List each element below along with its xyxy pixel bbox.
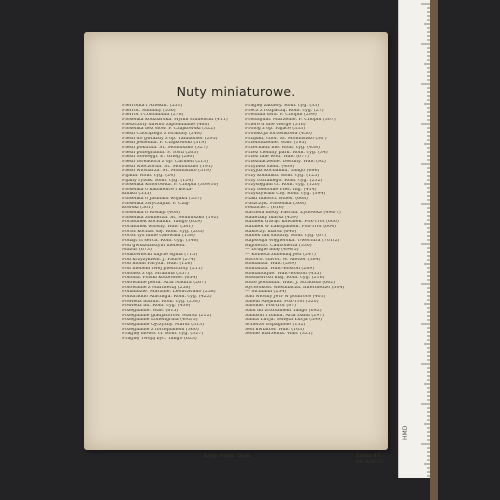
list-item: Senne marzenia. Walc (321) (245, 332, 313, 337)
list-item: Pragnę zabawy. Rom. cyg. (33) (245, 104, 320, 108)
list-item: Pijana. Rom. cyg. (24) (122, 173, 176, 178)
list-item: Rachela kiedy Pascha. Żydówka (496/7) (245, 211, 341, 216)
list-item: Romantique. Walc-Boston (455) (245, 271, 322, 276)
list-item: Sam mi zrozumiem Tango (692) (245, 308, 322, 313)
list-item: Pijany rybak. Rom. cyg. (124) (122, 178, 194, 183)
list-item: Polowanie perła. Aria Nadira (267) (122, 280, 207, 285)
list-item: Pedzicie... (616) (245, 206, 284, 211)
list-item: Radetzky marsz (459) (245, 215, 298, 220)
list-item: Piosenka żołnierza. St. Moniuszko (192) (122, 215, 219, 220)
list-item: Pod gwiaździstym niebem. (122, 243, 186, 248)
list-item: Piosenka o Rosalji (408) (122, 211, 180, 216)
list-item: Przybież sieni. (409) (245, 164, 295, 169)
list-item: Salem Alejkum. Fox-Trot (520) (245, 299, 319, 304)
list-item: Pod niebem twej pieszczoty (211) (122, 266, 203, 271)
table-edge (430, 0, 438, 500)
list-item: Róże południa. Walc J. Straussa (662) (245, 280, 336, 285)
sheet-music-page (84, 32, 388, 465)
list-item: Mazur (673) (122, 248, 152, 253)
list-item: Prolog z op. Pajace (333) (245, 127, 306, 132)
list-item: Polowanie z Marinettą (258) (122, 285, 191, 290)
list-item: Przeznaczenie. Destiny. Walc (92) (245, 159, 326, 164)
list-item: Santa Lucja. Święta Łucja (599) (245, 318, 322, 323)
list-item: Rigoletto. Canzonetta (330) (245, 243, 312, 248)
list-item: Rococo. Gavot. W. Aletter (384) (245, 257, 321, 262)
list-item: Prządki, chór. St. Moniuszko (36 ) (245, 136, 327, 141)
list-item: Pieśń Solwejgi. E. Grieg (280) (122, 155, 195, 160)
list-item: Pod krzyżykiem. J. Faure (274) (122, 257, 196, 262)
list-item: Prière d'une vierge (316) (245, 122, 306, 127)
list-item: Pocałunek kochanki. Tango (629) (122, 220, 202, 225)
list-item: Protekcja fortesikowa (450) (245, 131, 312, 136)
list-item: Przez fale wód. Walc (677) (245, 155, 309, 160)
list-item: Pieśń toreadora z op. Carmen (213) (122, 159, 209, 164)
list-item: Pożegnanie z fortepianem (360) (122, 327, 199, 332)
list-item: Pocóż tyś mnie całowała (138) (122, 234, 195, 239)
list-item: Przy kominku. Rom. cyg. (125) (245, 173, 320, 178)
list-item: Ponaddzie. Marznie. Leoncavallo (258) (122, 290, 216, 295)
list-item: Ponuraddo Alacinga. Rom. cyg. (422) (122, 294, 212, 299)
list-item: Pieśń jesienna. P. Czajkowski (319) (122, 141, 207, 146)
list-item: Piosenka o kabaleńce i kocia- (122, 187, 193, 192)
list-item: Preludjum. Marzenie. F. Chopin (307) (245, 117, 336, 122)
list-item: Polonia. Polski kotbowiec (654) (122, 276, 198, 281)
list-item: Precz z rozpaczą. Rom. cyg. (27) (245, 108, 324, 113)
list-item: Przez ciemny park. Rom. cyg. (34) (245, 150, 328, 155)
list-item: Rycerskość wieśniacza. Intermezzo (304) (245, 285, 345, 290)
list-item: Pragnę mówić ci. Rom. cyg. (327) (122, 332, 204, 337)
list-item: Pieśń Chorążego z Hrabiny (248) (122, 131, 202, 136)
list-item: Pieśń pokutna. St. Moniuszko (327) (122, 145, 208, 150)
list-item: Polonez z op. Hrabina (357) (122, 271, 190, 276)
list-item: Piosenka zwyczajna. P. Czaj- (122, 201, 191, 206)
list-item: Piosenka Kolorówka. F. Chopin (309/10) (122, 183, 219, 188)
list-item: — Kobieta zmienną jest (247) (245, 253, 316, 257)
list-item: Ranek tak smutny. Rom. cyg. (67) (245, 234, 327, 239)
list-item: Romanza. Walc (289) (245, 262, 296, 267)
list-item: Preludia dwa. F. Chopin (299) (245, 113, 317, 118)
list-item: kowski (501) (122, 206, 153, 211)
list-item: Pierrotka i Arlekin. (551) (122, 104, 183, 108)
list-item: Podkowiecki dajcie ognia (715) (122, 253, 198, 257)
list-item: Pożegnanie gladjatorów. Marsz (212) (122, 313, 212, 318)
list-item: Przysięgam ci. Rom. cyg. (120) (245, 183, 320, 188)
list-item: Przechadz nie. Rom. cyg. (438) (245, 145, 320, 150)
list-item: Romanza. Walc-Boston (289) (245, 266, 315, 271)
list-item: Pieśń wieczorna. St. Moniuszko (191) (122, 164, 213, 169)
list-item: Przy rożtanego. Rom. cyg. (232) (245, 178, 323, 183)
list-item: Przyszywam Cię. Rom. cyg. (394) (245, 192, 326, 197)
list-item: Pocóż kochać się. Rom. cyg. (205) (122, 229, 204, 234)
list-item: Pieśń wioślarza. St. Moniuszko (319) (122, 169, 211, 174)
list-item: Rapsodja Węgierska. Uwertura (701/2) (245, 239, 340, 244)
list-item: Przyjdź kochanku. Tango (686) (245, 169, 320, 174)
list-item: Pod moim Paryża. Walc (126) (122, 262, 193, 267)
list-item: Rakoczy. marsz (640) (245, 229, 297, 234)
list-item: Samson i Dalila. Aria Dalili (297) (245, 313, 325, 318)
list-item: Rafałek tracąc kawałek. Fox-Trot (600) (245, 220, 339, 225)
list-item: Pożegnanie Lohengrina (492/3) (122, 318, 198, 323)
list-item: Pieśń pożegnania. P. Tosti (263) (122, 150, 199, 155)
list-item: Pożegnanie. Walc (615) (122, 308, 179, 313)
list-item: Ptaki miłości. Blues. (668) (245, 197, 309, 202)
list-item: Rosdawroźi maj. Rom. cyg. (216) (245, 276, 325, 281)
footer-printer: Koop. Przez. Druk. (204, 453, 252, 459)
list-item: Scherzo Espagnole (132) (245, 322, 306, 327)
list-item: Podajt ci serca. Rom. cyg. (148) (122, 239, 199, 244)
list-item: Pierrot. Shimmy (536) (122, 108, 176, 113)
footer-address: Zielna 47, tel. 619-57 (356, 453, 384, 465)
list-item: Przy telefonie Pies. Ing. (414) (245, 187, 317, 192)
list-item: Pieśń do gwiazdy z op. Tanhäuser (295) (122, 136, 218, 141)
list-item: Pożegnanie Ojczyzny. Marsz (313) (122, 322, 205, 327)
list-item: Pieszczoty dawno zapomniane (468) (122, 122, 210, 127)
list-item: Rafałek w Zakopanem. Fox-Trot (604) (245, 225, 336, 230)
list-item: Pocałunek wiosny. Walc (581) (122, 225, 193, 230)
list-item: Pierrot i Colombina (278) (122, 113, 184, 118)
list-item: Piosenka o Jasiniku wojaku (557) (122, 197, 202, 202)
page-title: Nuty miniaturowe. (176, 84, 296, 99)
ruler-label: HMD (402, 425, 409, 440)
list-item: Pragnę Twoją być. Tango (623) (122, 336, 197, 341)
list-item: Puszczyk. Piosenka (368) (245, 201, 306, 206)
list-item: Powiedz mi. Rom. cyg. (439) (122, 304, 191, 309)
list-item: Powiedz matuli. Rom. cyg. (238) (122, 299, 200, 304)
list-item: kiniku (555) (122, 192, 152, 197)
list-item: — Drugie imię (494/5) (245, 248, 299, 253)
list-item: Sen kwiatów. Walc (163) (245, 327, 304, 332)
list-item: — Siciliana (254) (245, 290, 287, 295)
right-column (245, 104, 385, 337)
ruler (398, 0, 432, 478)
list-item: Przebudzenie. Walc (195) (245, 141, 307, 146)
list-item: Piosenka kodziarska. Hymn studencki (411) (122, 117, 228, 122)
list-item: Piosenka bez słów. P. Czajkowski (322) (122, 127, 215, 132)
list-item: Sad wiosny Jetv w pomroce (401) (245, 294, 326, 299)
list-item: Salome. Fox-trot (87) (245, 304, 297, 309)
ruler-ticks (399, 0, 431, 478)
